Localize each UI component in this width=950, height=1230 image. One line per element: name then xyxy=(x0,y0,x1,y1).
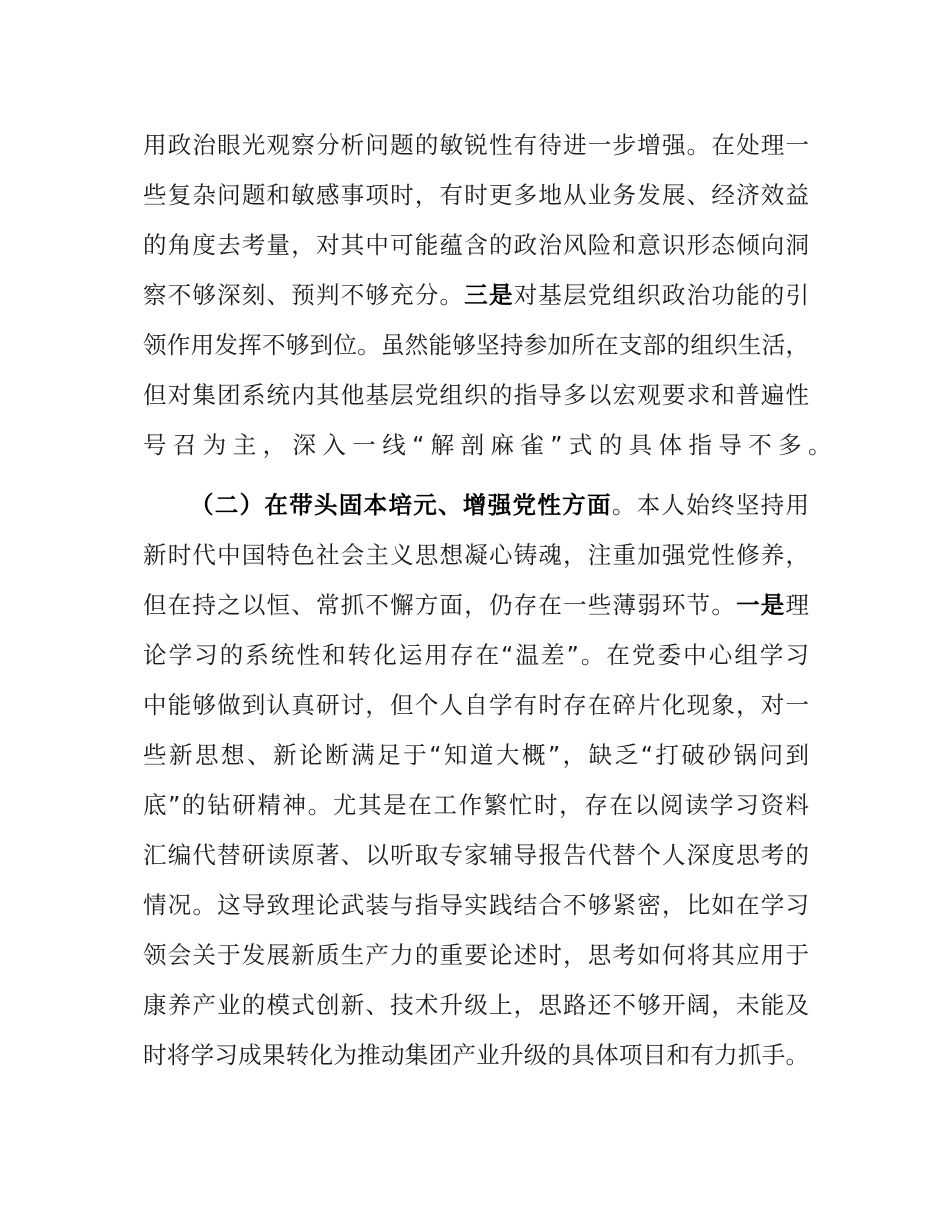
paragraph-political-sensitivity xyxy=(143,120,838,470)
body-text: 的角度去考量，对其中可能蕴含的政治风险和意识形态倾向洞 xyxy=(143,231,809,259)
body-text: 但在持之以恒、常抓不懈方面，仍存在一些薄弱环节。 xyxy=(143,591,737,619)
text-line xyxy=(143,980,809,1030)
body-text: 时将学习成果转化为推动集团产业升级的具体项目和有力抓手。 xyxy=(143,1041,809,1069)
paragraph-party-spirit xyxy=(143,480,809,1080)
text-line xyxy=(143,120,809,170)
bold-heading-text: 一是 xyxy=(736,591,786,619)
body-text: 但对集团系统内其他基层党组织的指导多以宏观要求和普遍性 xyxy=(143,381,809,409)
text-line xyxy=(143,580,809,630)
text-line xyxy=(143,880,809,930)
text-line xyxy=(143,270,809,320)
body-text: 中能够做到认真研讨，但个人自学有时存在碎片化现象，对一 xyxy=(143,691,809,719)
body-text: 康养产业的模式创新、技术升级上，思路还不够开阔，未能及 xyxy=(143,991,809,1019)
body-text: 对基层党组织政治功能的引 xyxy=(513,281,810,309)
text-line xyxy=(143,420,838,470)
text-line xyxy=(143,480,809,530)
body-text: 。本人始终坚持用 xyxy=(611,491,809,519)
body-text: 些复杂问题和敏感事项时，有时更多地从业务发展、经济效益 xyxy=(143,181,809,209)
body-text: 汇编代替研读原著、以听取专家辅导报告代替个人深度思考的 xyxy=(143,841,809,869)
text-line xyxy=(143,680,809,730)
text-line xyxy=(143,320,809,370)
text-line xyxy=(143,630,809,680)
body-text: 号召为主，深入一线“解剖麻雀”式的具体指导不多。 xyxy=(143,431,838,459)
body-text: 用政治眼光观察分析问题的敏锐性有待进一步增强。在处理一 xyxy=(143,131,809,159)
body-text: 情况。这导致理论武装与指导实践结合不够紧密，比如在学习 xyxy=(143,891,809,919)
body-text: 些新思想、新论断满足于“知道大概”，缺乏“打破砂锅问到 xyxy=(143,741,809,769)
body-text: 察不够深刻、预判不够充分。 xyxy=(143,281,465,309)
text-line xyxy=(143,780,809,830)
text-line xyxy=(143,730,809,780)
body-text: 领会关于发展新质生产力的重要论述时，思考如何将其应用于 xyxy=(143,941,809,969)
body-text: 新时代中国特色社会主义思想凝心铸魂，注重加强党性修养， xyxy=(143,541,809,569)
text-line xyxy=(143,1030,809,1080)
bold-heading-text: （二）在带头固本培元、增强党性方面 xyxy=(190,491,612,519)
text-line xyxy=(143,370,809,420)
text-line xyxy=(143,170,809,220)
text-line xyxy=(143,930,809,980)
body-text: 领作用发挥不够到位。虽然能够坚持参加所在支部的组织生活， xyxy=(143,331,809,359)
body-text: 论学习的系统性和转化运用存在“温差”。在党委中心组学习 xyxy=(143,641,809,669)
text-line xyxy=(143,530,809,580)
body-text: 理 xyxy=(785,591,810,619)
text-line xyxy=(143,830,809,880)
bold-heading-text: 三是 xyxy=(464,281,514,309)
text-line xyxy=(143,220,809,270)
body-text: 底”的钻研精神。尤其是在工作繁忙时，存在以阅读学习资料 xyxy=(143,791,809,819)
